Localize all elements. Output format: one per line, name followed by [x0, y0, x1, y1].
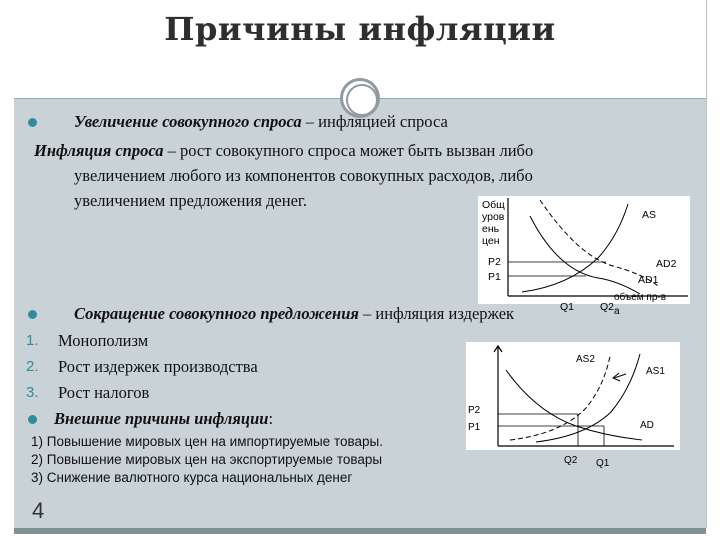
demand-inflation-chart	[478, 196, 692, 320]
chart1-ylabel-3: ень	[482, 223, 500, 235]
chart1-tick-q1: Q1	[560, 301, 575, 313]
bullet-supply	[74, 304, 514, 324]
chart1-label-ad1: AD1	[638, 274, 659, 286]
term-demand-increase: Увеличение совокупного спроса	[74, 112, 302, 131]
external-cause-3: 3) Снижение валютного курса национальных денег	[31, 470, 353, 485]
bullet-supply-rest: – инфляция издержек	[358, 304, 515, 323]
chart2-tick-p2: P2	[468, 405, 481, 416]
list-item-monopoly: Монополизм	[58, 331, 149, 350]
bullet-demand	[74, 112, 448, 132]
chart2-tick-q2: Q2	[564, 455, 578, 466]
chart1-label-ad2: AD2	[656, 258, 677, 270]
list-item-costs: Рост издержек производства	[58, 357, 258, 376]
bullet-demand-rest: – инфляцией спроса	[301, 112, 448, 131]
term-demand-inflation: Инфляция спроса	[34, 141, 164, 160]
bullet-external-rest: :	[268, 409, 274, 428]
chart2-label-ad: AD	[640, 420, 654, 431]
bullet-icon	[28, 415, 37, 424]
bottom-bar	[14, 528, 706, 534]
chart1-ylabel-2: уров	[482, 211, 505, 223]
term-supply-decrease: Сокращение совокупного предложения	[74, 304, 359, 323]
chart1-tick-p1: P1	[488, 271, 501, 283]
chart1-ylabel-1: Общ	[482, 199, 505, 211]
chart2-label-as1: AS1	[646, 366, 665, 377]
chart1-tick-q2: Q2	[600, 301, 615, 313]
chart2-tick-q1: Q1	[596, 458, 610, 469]
chart2-label-as2: AS2	[576, 354, 595, 365]
chart1-xlabel: объем пр-в	[614, 292, 667, 303]
list-number: 1.	[26, 332, 39, 349]
list-number: 2.	[26, 358, 39, 375]
right-border	[706, 0, 707, 528]
slide-title: Причины инфляции	[164, 10, 556, 48]
chart1-ylabel-4: цен	[482, 235, 500, 247]
external-cause-1: 1) Повышение мировых цен на импортируемые товары.	[31, 434, 383, 449]
chart1-tick-p2: P2	[488, 256, 501, 268]
chart2-tick-p1: P1	[468, 422, 481, 433]
list-item-taxes: Рост налогов	[58, 383, 150, 402]
para-demand-line1	[34, 141, 533, 161]
para-demand-line3: увеличением предложения денег.	[74, 191, 307, 210]
para-line1-rest: – рост совокупного спроса может быть вызван либо	[163, 141, 534, 160]
bullet-icon	[28, 118, 37, 127]
page-number: 4	[32, 498, 45, 523]
para-demand-line2: увеличением любого из компонентов совокупных расходов, либо	[74, 166, 533, 185]
bullet-external	[54, 409, 273, 429]
cost-inflation-chart	[466, 342, 682, 470]
bullet-icon	[28, 310, 37, 319]
external-cause-2: 2) Повышение мировых цен на экспортируемые товары	[31, 452, 383, 467]
term-external-causes: Внешние причины инфляции	[54, 409, 269, 428]
chart1-xlabel-2: а	[614, 306, 620, 317]
chart1-label-as: AS	[642, 209, 657, 221]
list-number: 3.	[26, 384, 39, 401]
